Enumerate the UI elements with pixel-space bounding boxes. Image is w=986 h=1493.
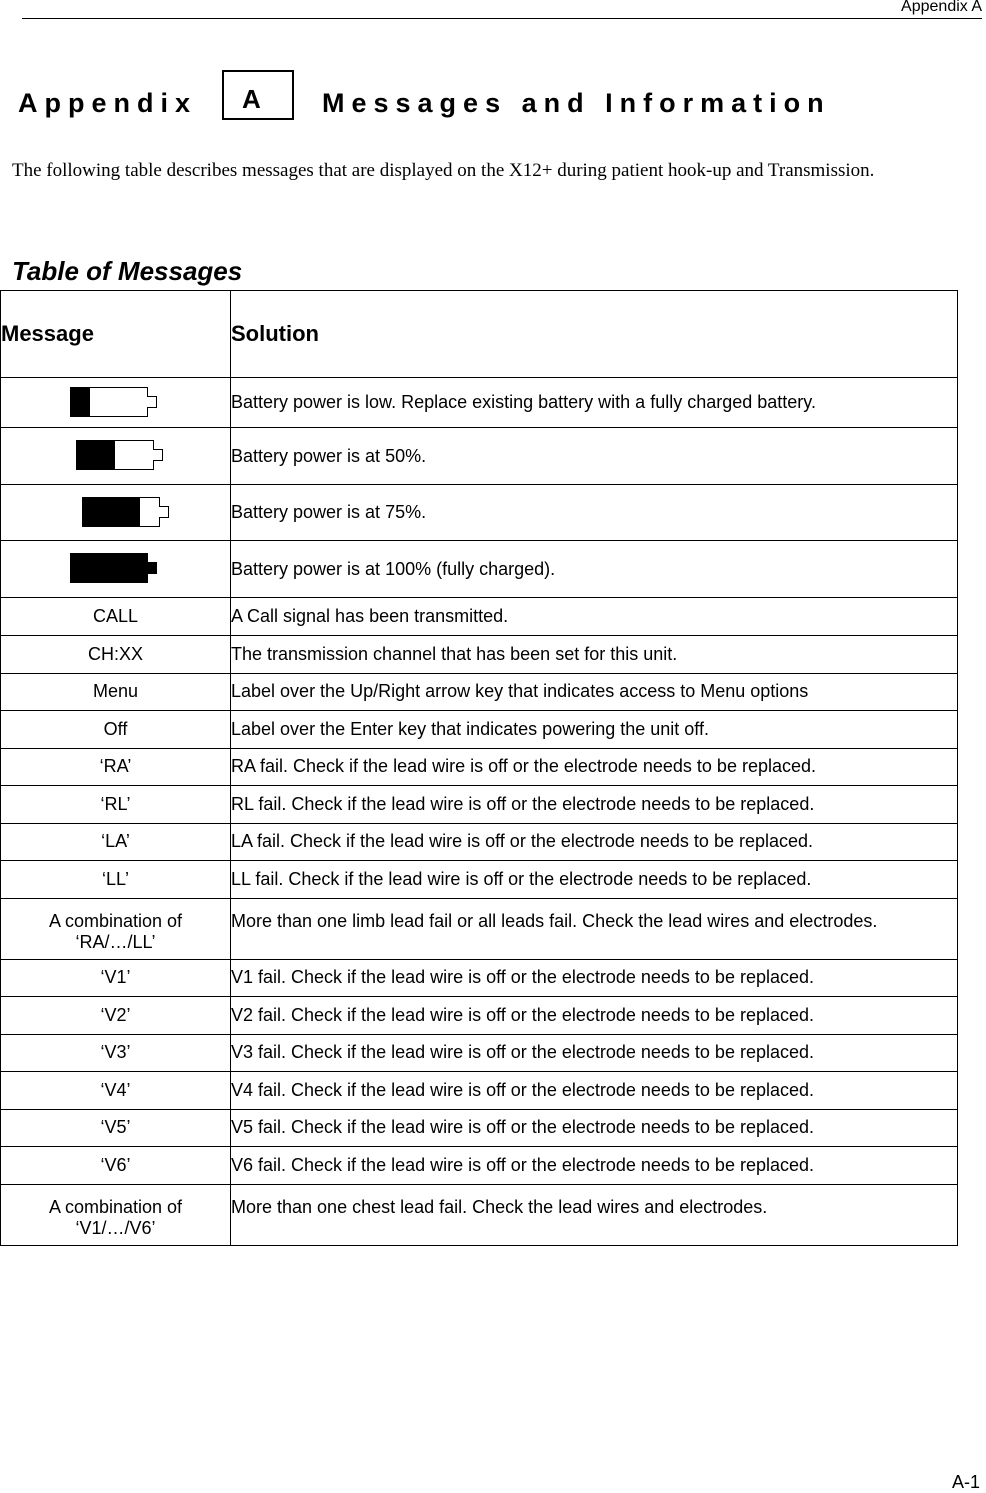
battery-row [1,378,958,428]
solution-cell: Battery power is low. Replace existing battery with a fully charged battery. [231,378,958,428]
table-row [1,598,958,636]
message-cell: ‘V3’ [1,1034,231,1072]
message-cell: ‘RA’ [1,748,231,786]
appendix-letter: A [242,84,261,114]
battery-three-quarter-icon [82,497,170,529]
solution-cell: V3 fail. Check if the lead wire is off or the electrode needs to be replaced. [231,1034,958,1072]
solution-cell: V2 fail. Check if the lead wire is off or the electrode needs to be replaced. [231,997,958,1035]
table-row [1,786,958,824]
appendix-letter-box [222,70,294,120]
table-row [1,823,958,861]
page-number: A-1 [951,1472,980,1492]
solution-cell: Label over the Up/Right arrow key that indicates access to Menu options [231,673,958,711]
message-cell: ‘RL’ [1,786,231,824]
solution-cell: Battery power is at 100% (fully charged). [231,541,958,598]
message-cell: ‘V2’ [1,997,231,1035]
table-row [1,959,958,997]
appendix-word: Appendix [18,88,198,118]
message-cell: ‘LA’ [1,823,231,861]
battery-low-icon [70,387,158,419]
message-cell: ‘LL’ [1,861,231,899]
table-row [1,1147,958,1185]
solution-cell: The transmission channel that has been set for this unit. [231,636,958,674]
table-row [1,1184,958,1245]
battery-row [1,485,958,541]
solution-cell: LL fail. Check if the lead wire is off or the electrode needs to be replaced. [231,861,958,899]
appendix-heading: Messages and Information [322,88,831,118]
solution-cell: V6 fail. Check if the lead wire is off or the electrode needs to be replaced. [231,1147,958,1185]
intro-paragraph: The following table describes messages that are displayed on the X12+ during patient hook-up and Transmission. [12,160,875,181]
battery-row [1,428,958,485]
solution-cell: RA fail. Check if the lead wire is off or the electrode needs to be replaced. [231,748,958,786]
solution-cell: More than one chest lead fail. Check the lead wires and electrodes. [231,1184,958,1245]
battery-full-icon [70,553,158,585]
solution-cell: V5 fail. Check if the lead wire is off or the electrode needs to be replaced. [231,1109,958,1147]
page-title [18,70,958,126]
solution-cell: Battery power is at 75%. [231,485,958,541]
message-cell: ‘V4’ [1,1072,231,1110]
message-cell: ‘V6’ [1,1147,231,1185]
table-row [1,748,958,786]
message-cell: ‘V5’ [1,1109,231,1147]
table-row [1,636,958,674]
solution-cell: V4 fail. Check if the lead wire is off or the electrode needs to be replaced. [231,1072,958,1110]
running-header [22,0,982,19]
message-cell [1,541,231,598]
solution-cell: RL fail. Check if the lead wire is off or the electrode needs to be replaced. [231,786,958,824]
solution-cell: Battery power is at 50%. [231,428,958,485]
solution-cell: More than one limb lead fail or all leads fail. Check the lead wires and electrodes. [231,898,958,959]
table-row [1,1034,958,1072]
solution-cell: LA fail. Check if the lead wire is off or the electrode needs to be replaced. [231,823,958,861]
message-cell: Menu [1,673,231,711]
table-row [1,673,958,711]
column-header-message: Message [1,291,231,378]
message-cell: CALL [1,598,231,636]
table-row [1,997,958,1035]
solution-cell: Label over the Enter key that indicates powering the unit off. [231,711,958,749]
table-row [1,861,958,899]
message-cell [1,428,231,485]
message-cell: A combination of ‘RA/…/LL’ [1,898,231,959]
table-row [1,711,958,749]
table-row [1,1072,958,1110]
running-header-title: Appendix A [901,0,982,15]
solution-cell: V1 fail. Check if the lead wire is off or the electrode needs to be replaced. [231,959,958,997]
column-header-solution: Solution [231,291,958,378]
message-cell: ‘V1’ [1,959,231,997]
battery-half-icon [76,440,164,472]
message-cell [1,378,231,428]
message-cell: CH:XX [1,636,231,674]
table-header-row [1,291,958,378]
message-cell [1,485,231,541]
table-row [1,898,958,959]
message-cell: Off [1,711,231,749]
message-cell: A combination of ‘V1/…/V6’ [1,1184,231,1245]
messages-table [0,290,958,1246]
table-heading: Table of Messages [12,256,243,286]
solution-cell: A Call signal has been transmitted. [231,598,958,636]
battery-row [1,541,958,598]
table-row [1,1109,958,1147]
